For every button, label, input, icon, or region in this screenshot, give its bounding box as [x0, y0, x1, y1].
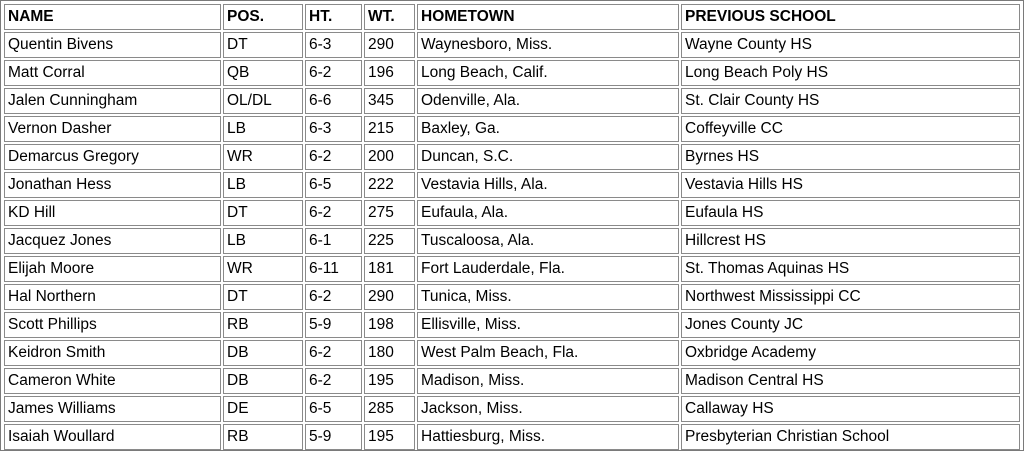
cell-position: WR	[223, 144, 303, 170]
cell-position: DE	[223, 396, 303, 422]
table-row	[4, 32, 1020, 58]
cell-name: Keidron Smith	[4, 340, 221, 366]
cell-previous-school: Callaway HS	[681, 396, 1020, 422]
cell-weight: 181	[364, 256, 415, 282]
cell-position: RB	[223, 424, 303, 450]
cell-previous-school: Byrnes HS	[681, 144, 1020, 170]
cell-height: 6-1	[305, 228, 362, 254]
cell-weight: 290	[364, 284, 415, 310]
cell-position: DB	[223, 340, 303, 366]
roster-body	[4, 32, 1020, 450]
table-row	[4, 60, 1020, 86]
cell-weight: 222	[364, 172, 415, 198]
header-position: POS.	[223, 4, 303, 30]
cell-position: OL/DL	[223, 88, 303, 114]
cell-weight: 195	[364, 368, 415, 394]
cell-previous-school: Jones County JC	[681, 312, 1020, 338]
cell-hometown: Duncan, S.C.	[417, 144, 679, 170]
cell-name: James Williams	[4, 396, 221, 422]
table-row	[4, 396, 1020, 422]
table-row	[4, 88, 1020, 114]
cell-name: Isaiah Woullard	[4, 424, 221, 450]
cell-position: DB	[223, 368, 303, 394]
cell-weight: 200	[364, 144, 415, 170]
cell-hometown: Jackson, Miss.	[417, 396, 679, 422]
cell-position: LB	[223, 172, 303, 198]
cell-hometown: Fort Lauderdale, Fla.	[417, 256, 679, 282]
cell-weight: 180	[364, 340, 415, 366]
cell-previous-school: Northwest Mississippi CC	[681, 284, 1020, 310]
cell-hometown: Vestavia Hills, Ala.	[417, 172, 679, 198]
cell-hometown: Eufaula, Ala.	[417, 200, 679, 226]
cell-weight: 196	[364, 60, 415, 86]
cell-previous-school: Wayne County HS	[681, 32, 1020, 58]
cell-hometown: Odenville, Ala.	[417, 88, 679, 114]
cell-weight: 198	[364, 312, 415, 338]
table-row	[4, 368, 1020, 394]
cell-previous-school: Presbyterian Christian School	[681, 424, 1020, 450]
cell-weight: 345	[364, 88, 415, 114]
cell-weight: 290	[364, 32, 415, 58]
cell-position: WR	[223, 256, 303, 282]
cell-height: 6-3	[305, 116, 362, 142]
cell-hometown: Hattiesburg, Miss.	[417, 424, 679, 450]
cell-position: QB	[223, 60, 303, 86]
cell-name: Jonathan Hess	[4, 172, 221, 198]
cell-hometown: Long Beach, Calif.	[417, 60, 679, 86]
header-hometown: HOMETOWN	[417, 4, 679, 30]
cell-hometown: Ellisville, Miss.	[417, 312, 679, 338]
cell-previous-school: Long Beach Poly HS	[681, 60, 1020, 86]
header-height: HT.	[305, 4, 362, 30]
cell-height: 5-9	[305, 312, 362, 338]
cell-previous-school: St. Thomas Aquinas HS	[681, 256, 1020, 282]
table-row	[4, 312, 1020, 338]
cell-weight: 225	[364, 228, 415, 254]
cell-previous-school: St. Clair County HS	[681, 88, 1020, 114]
cell-previous-school: Madison Central HS	[681, 368, 1020, 394]
cell-height: 6-2	[305, 284, 362, 310]
cell-name: Jacquez Jones	[4, 228, 221, 254]
cell-position: DT	[223, 284, 303, 310]
cell-hometown: Waynesboro, Miss.	[417, 32, 679, 58]
table-row	[4, 144, 1020, 170]
cell-previous-school: Vestavia Hills HS	[681, 172, 1020, 198]
cell-name: Hal Northern	[4, 284, 221, 310]
cell-height: 6-2	[305, 340, 362, 366]
cell-hometown: Tunica, Miss.	[417, 284, 679, 310]
table-row	[4, 340, 1020, 366]
cell-name: Quentin Bivens	[4, 32, 221, 58]
roster-table	[2, 2, 1022, 452]
cell-height: 6-6	[305, 88, 362, 114]
cell-height: 6-5	[305, 172, 362, 198]
cell-name: Elijah Moore	[4, 256, 221, 282]
cell-position: RB	[223, 312, 303, 338]
cell-hometown: Baxley, Ga.	[417, 116, 679, 142]
cell-name: Scott Phillips	[4, 312, 221, 338]
cell-name: Cameron White	[4, 368, 221, 394]
cell-hometown: Madison, Miss.	[417, 368, 679, 394]
cell-name: Matt Corral	[4, 60, 221, 86]
cell-height: 6-2	[305, 368, 362, 394]
table-row	[4, 172, 1020, 198]
cell-height: 6-11	[305, 256, 362, 282]
cell-height: 6-2	[305, 144, 362, 170]
cell-name: Vernon Dasher	[4, 116, 221, 142]
cell-weight: 195	[364, 424, 415, 450]
cell-height: 5-9	[305, 424, 362, 450]
cell-position: DT	[223, 200, 303, 226]
table-row	[4, 228, 1020, 254]
cell-previous-school: Oxbridge Academy	[681, 340, 1020, 366]
cell-weight: 285	[364, 396, 415, 422]
cell-previous-school: Eufaula HS	[681, 200, 1020, 226]
header-previous-school: PREVIOUS SCHOOL	[681, 4, 1020, 30]
cell-name: Jalen Cunningham	[4, 88, 221, 114]
cell-weight: 275	[364, 200, 415, 226]
cell-name: Demarcus Gregory	[4, 144, 221, 170]
table-header-row	[4, 4, 1020, 30]
cell-height: 6-5	[305, 396, 362, 422]
header-name: NAME	[4, 4, 221, 30]
cell-hometown: West Palm Beach, Fla.	[417, 340, 679, 366]
table-row	[4, 256, 1020, 282]
table-row	[4, 116, 1020, 142]
cell-height: 6-2	[305, 60, 362, 86]
cell-position: LB	[223, 116, 303, 142]
table-row	[4, 284, 1020, 310]
cell-hometown: Tuscaloosa, Ala.	[417, 228, 679, 254]
cell-name: KD Hill	[4, 200, 221, 226]
cell-position: DT	[223, 32, 303, 58]
header-weight: WT.	[364, 4, 415, 30]
cell-position: LB	[223, 228, 303, 254]
table-row	[4, 424, 1020, 450]
table-row	[4, 200, 1020, 226]
cell-height: 6-3	[305, 32, 362, 58]
cell-previous-school: Hillcrest HS	[681, 228, 1020, 254]
cell-previous-school: Coffeyville CC	[681, 116, 1020, 142]
cell-height: 6-2	[305, 200, 362, 226]
cell-weight: 215	[364, 116, 415, 142]
